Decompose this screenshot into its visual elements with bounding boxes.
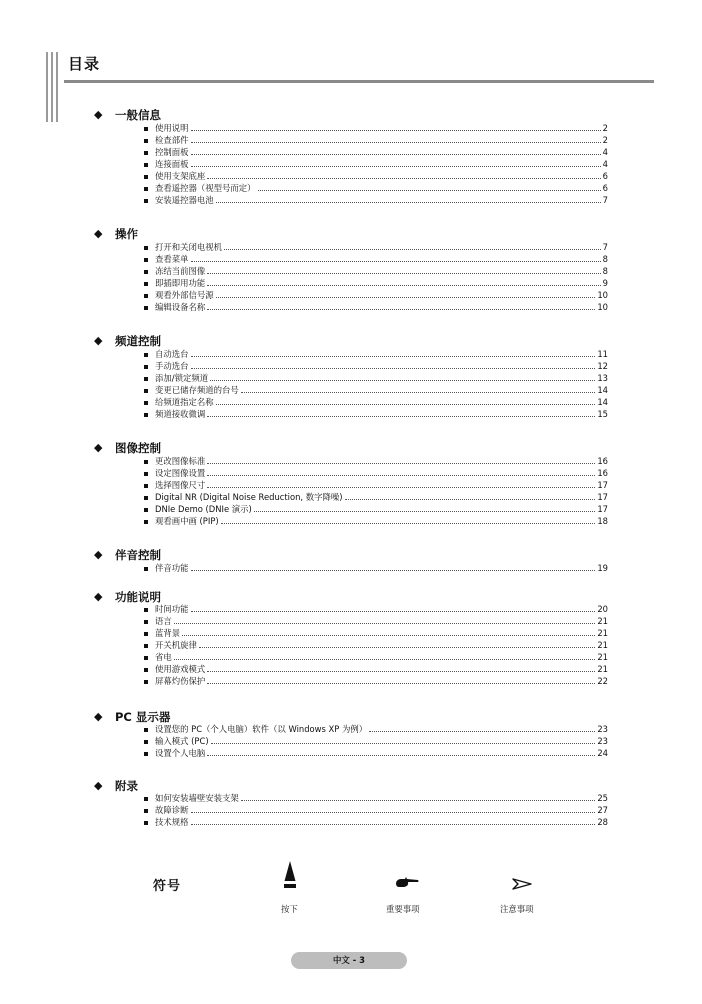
dot-leader	[258, 190, 601, 191]
entry-label: 添加/锁定频道	[155, 373, 209, 383]
entry-page: 20	[597, 604, 608, 614]
square-bullet-icon	[144, 139, 148, 143]
square-bullet-icon	[144, 752, 148, 756]
entry-label: 给频道指定名称	[155, 397, 214, 407]
dot-leader	[207, 178, 600, 179]
entry-page: 12	[597, 361, 608, 371]
entry-label: 设置您的 PC（个人电脑）软件（以 Windows XP 为例）	[155, 724, 368, 734]
entry-label: 设定图像设置	[155, 468, 206, 478]
dot-leader	[224, 249, 601, 250]
entry-page: 22	[597, 676, 608, 686]
entry-label: 使用说明	[155, 123, 189, 133]
toc-entry[interactable]	[144, 385, 608, 396]
entry-page: 17	[597, 480, 608, 490]
dot-leader	[191, 142, 601, 143]
diamond-bullet-icon: ◆	[94, 590, 103, 603]
toc-entry[interactable]	[144, 736, 608, 747]
square-bullet-icon	[144, 282, 148, 286]
entry-page: 17	[597, 504, 608, 514]
entry-label: 如何安装墙壁安装支架	[155, 793, 239, 803]
entry-label: 伴音功能	[155, 563, 189, 573]
entry-label: 安装遥控器电池	[155, 195, 214, 205]
toc-entry[interactable]	[144, 793, 608, 804]
dot-leader	[174, 623, 596, 624]
square-bullet-icon	[144, 496, 148, 500]
square-bullet-icon	[144, 270, 148, 274]
toc-entry[interactable]	[144, 748, 608, 759]
toc-entry[interactable]	[144, 640, 608, 651]
toc-entry[interactable]	[144, 676, 608, 687]
dot-leader	[216, 202, 601, 203]
toc-entry[interactable]	[144, 135, 608, 146]
toc-entry[interactable]	[144, 373, 608, 384]
entry-page: 15	[597, 409, 608, 419]
section-title: 一般信息	[115, 108, 161, 122]
entry-label: 更改图像标准	[155, 456, 206, 466]
square-bullet-icon	[144, 797, 148, 801]
square-bullet-icon	[144, 413, 148, 417]
entry-page: 24	[597, 748, 608, 758]
dot-leader	[191, 130, 601, 131]
toc-entry[interactable]	[144, 183, 608, 194]
entry-label: 查看遥控器（视型号而定）	[155, 183, 256, 193]
diamond-bullet-icon: ◆	[94, 779, 103, 792]
entry-label: 变更已储存频道的台号	[155, 385, 239, 395]
entry-page: 21	[597, 664, 608, 674]
toc-entry[interactable]	[144, 805, 608, 816]
entry-label: 观看画中画 (PIP)	[155, 516, 219, 526]
diamond-bullet-icon: ◆	[94, 441, 103, 454]
toc-entry[interactable]	[144, 123, 608, 134]
entry-label: 使用支架底座	[155, 171, 206, 181]
entry-page: 6	[602, 183, 608, 193]
entry-page: 18	[597, 516, 608, 526]
entry-label: 控制面板	[155, 147, 189, 157]
entry-label: 语言	[155, 616, 172, 626]
square-bullet-icon	[144, 740, 148, 744]
dot-leader	[207, 285, 600, 286]
dot-leader	[207, 463, 595, 464]
entry-label: 故障诊断	[155, 805, 189, 815]
entry-page: 13	[597, 373, 608, 383]
square-bullet-icon	[144, 151, 148, 155]
entry-page: 4	[602, 147, 608, 157]
entry-page: 21	[597, 628, 608, 638]
entry-page: 8	[602, 254, 608, 264]
dot-leader	[207, 309, 595, 310]
section-title: 伴音控制	[115, 548, 161, 562]
dot-leader	[207, 273, 600, 274]
entry-label: 技术规格	[155, 817, 189, 827]
entry-label: 使用游戏模式	[155, 664, 206, 674]
dot-leader	[221, 523, 596, 524]
entry-page: 21	[597, 640, 608, 650]
square-bullet-icon	[144, 668, 148, 672]
toc-entry[interactable]	[144, 409, 608, 420]
square-bullet-icon	[144, 620, 148, 624]
entry-page: 4	[602, 159, 608, 169]
legend-label-important: 重要事项	[386, 904, 420, 914]
entry-page: 10	[597, 290, 608, 300]
toc-entry[interactable]	[144, 480, 608, 491]
toc-entry[interactable]	[144, 302, 608, 313]
entry-label: 时间功能	[155, 604, 189, 614]
toc-entry[interactable]	[144, 159, 608, 170]
toc-entry[interactable]	[144, 397, 608, 408]
entry-page: 2	[602, 123, 608, 133]
arrow-note-icon	[512, 878, 532, 890]
entry-page: 19	[597, 563, 608, 573]
square-bullet-icon	[144, 258, 148, 262]
square-bullet-icon	[144, 567, 148, 571]
toc-entry[interactable]	[144, 504, 608, 515]
legend-label-press: 按下	[281, 904, 298, 914]
section-title: 频道控制	[115, 334, 161, 348]
square-bullet-icon	[144, 353, 148, 357]
square-bullet-icon	[144, 484, 148, 488]
toc-entry[interactable]	[144, 278, 608, 289]
square-bullet-icon	[144, 306, 148, 310]
square-bullet-icon	[144, 389, 148, 393]
square-bullet-icon	[144, 187, 148, 191]
entry-page: 14	[597, 385, 608, 395]
toc-entry[interactable]	[144, 664, 608, 675]
toc-entry[interactable]	[144, 468, 608, 479]
entry-label: 频道接收微调	[155, 409, 206, 419]
dot-leader	[207, 416, 595, 417]
entry-label: 冻结当前图像	[155, 266, 206, 276]
square-bullet-icon	[144, 163, 148, 167]
entry-label: Digital NR (Digital Noise Reduction, 数字降噪)	[155, 492, 343, 502]
entry-label: 连接面板	[155, 159, 189, 169]
dot-leader	[191, 824, 596, 825]
section-title: PC 显示器	[115, 710, 171, 724]
page-number-badge: 中文 - 3	[291, 952, 407, 969]
entry-page: 16	[597, 468, 608, 478]
dot-leader	[216, 404, 596, 405]
dot-leader	[182, 635, 595, 636]
square-bullet-icon	[144, 365, 148, 369]
toc-entry[interactable]	[144, 242, 608, 253]
pointing-hand-icon	[395, 876, 419, 888]
entry-page: 21	[597, 652, 608, 662]
toc-entry[interactable]	[144, 254, 608, 265]
section-title: 图像控制	[115, 441, 161, 455]
section-title: 附录	[115, 779, 138, 793]
square-bullet-icon	[144, 632, 148, 636]
dot-leader	[199, 647, 595, 648]
square-bullet-icon	[144, 127, 148, 131]
entry-label: 设置个人电脑	[155, 748, 206, 758]
entry-label: 即插即用功能	[155, 278, 206, 288]
square-bullet-icon	[144, 460, 148, 464]
square-bullet-icon	[144, 809, 148, 813]
toc-entry[interactable]	[144, 171, 608, 182]
dot-leader	[254, 511, 596, 512]
entry-page: 25	[597, 793, 608, 803]
toc-entry[interactable]	[144, 361, 608, 372]
entry-page: 7	[602, 195, 608, 205]
toc-entry[interactable]	[144, 195, 608, 206]
entry-page: 7	[602, 242, 608, 252]
toc-entry[interactable]	[144, 616, 608, 627]
square-bullet-icon	[144, 199, 148, 203]
entry-page: 10	[597, 302, 608, 312]
entry-label: 输入模式 (PC)	[155, 736, 209, 746]
entry-page: 17	[597, 492, 608, 502]
entry-page: 23	[597, 724, 608, 734]
dot-leader	[191, 611, 596, 612]
diamond-bullet-icon: ◆	[94, 710, 103, 723]
toc-entry[interactable]	[144, 266, 608, 277]
dot-leader	[369, 731, 595, 732]
diamond-bullet-icon: ◆	[94, 108, 103, 121]
entry-page: 11	[597, 349, 608, 359]
toc-entry[interactable]	[144, 349, 608, 360]
diamond-bullet-icon: ◆	[94, 334, 103, 347]
dot-leader	[207, 755, 595, 756]
legend-title: 符号	[153, 879, 182, 894]
entry-label: 编辑设备名称	[155, 302, 206, 312]
entry-label: 蓝背景	[155, 628, 181, 638]
entry-label: 打开和关闭电视机	[155, 242, 222, 252]
entry-page: 2	[602, 135, 608, 145]
dot-leader	[207, 671, 595, 672]
square-bullet-icon	[144, 508, 148, 512]
entry-label: 自动选台	[155, 349, 189, 359]
square-bullet-icon	[144, 472, 148, 476]
toc-entry[interactable]	[144, 724, 608, 735]
toc-entry[interactable]	[144, 492, 608, 503]
entry-page: 9	[602, 278, 608, 288]
toc-entry[interactable]	[144, 628, 608, 639]
toc-entry[interactable]	[144, 290, 608, 301]
square-bullet-icon	[144, 728, 148, 732]
dot-leader	[191, 166, 601, 167]
toc-entry[interactable]	[144, 456, 608, 467]
square-bullet-icon	[144, 680, 148, 684]
toc-entry[interactable]	[144, 563, 608, 574]
dot-leader	[207, 487, 595, 488]
dot-leader	[191, 812, 596, 813]
square-bullet-icon	[144, 656, 148, 660]
square-bullet-icon	[144, 608, 148, 612]
entry-page: 16	[597, 456, 608, 466]
diamond-bullet-icon: ◆	[94, 227, 103, 240]
square-bullet-icon	[144, 644, 148, 648]
entry-page: 28	[597, 817, 608, 827]
entry-page: 6	[602, 171, 608, 181]
square-bullet-icon	[144, 175, 148, 179]
page-title: 目录	[68, 55, 101, 73]
legend-label-note: 注意事项	[500, 904, 534, 914]
dot-leader	[216, 297, 596, 298]
entry-label: DNIe Demo (DNIe 演示)	[155, 504, 252, 514]
toc-entry[interactable]	[144, 604, 608, 615]
dot-leader	[191, 356, 596, 357]
dot-leader	[174, 659, 596, 660]
dot-leader	[207, 475, 595, 476]
dot-leader	[191, 154, 601, 155]
entry-label: 选择图像尺寸	[155, 480, 206, 490]
dot-leader	[191, 368, 596, 369]
dot-leader	[191, 570, 596, 571]
entry-page: 23	[597, 736, 608, 746]
entry-label: 观看外部信号源	[155, 290, 214, 300]
entry-page: 8	[602, 266, 608, 276]
square-bullet-icon	[144, 520, 148, 524]
entry-label: 省电	[155, 652, 172, 662]
diamond-bullet-icon: ◆	[94, 548, 103, 561]
toc-entry[interactable]	[144, 516, 608, 527]
entry-page: 14	[597, 397, 608, 407]
dot-leader	[210, 380, 595, 381]
square-bullet-icon	[144, 377, 148, 381]
square-bullet-icon	[144, 246, 148, 250]
dot-leader	[241, 392, 596, 393]
section-title: 操作	[115, 227, 138, 241]
section-title: 功能说明	[115, 590, 161, 604]
dot-leader	[241, 800, 596, 801]
toc-entry[interactable]	[144, 147, 608, 158]
dot-leader	[345, 499, 596, 500]
entry-label: 手动选台	[155, 361, 189, 371]
entry-label: 查看菜单	[155, 254, 189, 264]
press-triangle-icon	[283, 860, 297, 890]
dot-leader	[207, 683, 595, 684]
square-bullet-icon	[144, 401, 148, 405]
square-bullet-icon	[144, 821, 148, 825]
toc-entry[interactable]	[144, 652, 608, 663]
dot-leader	[211, 743, 596, 744]
dot-leader	[191, 261, 601, 262]
entry-label: 屏幕灼伤保护	[155, 676, 206, 686]
entry-page: 27	[597, 805, 608, 815]
entry-page: 21	[597, 616, 608, 626]
toc-entry[interactable]	[144, 817, 608, 828]
square-bullet-icon	[144, 294, 148, 298]
entry-label: 开关机旋律	[155, 640, 197, 650]
entry-label: 检查部件	[155, 135, 189, 145]
